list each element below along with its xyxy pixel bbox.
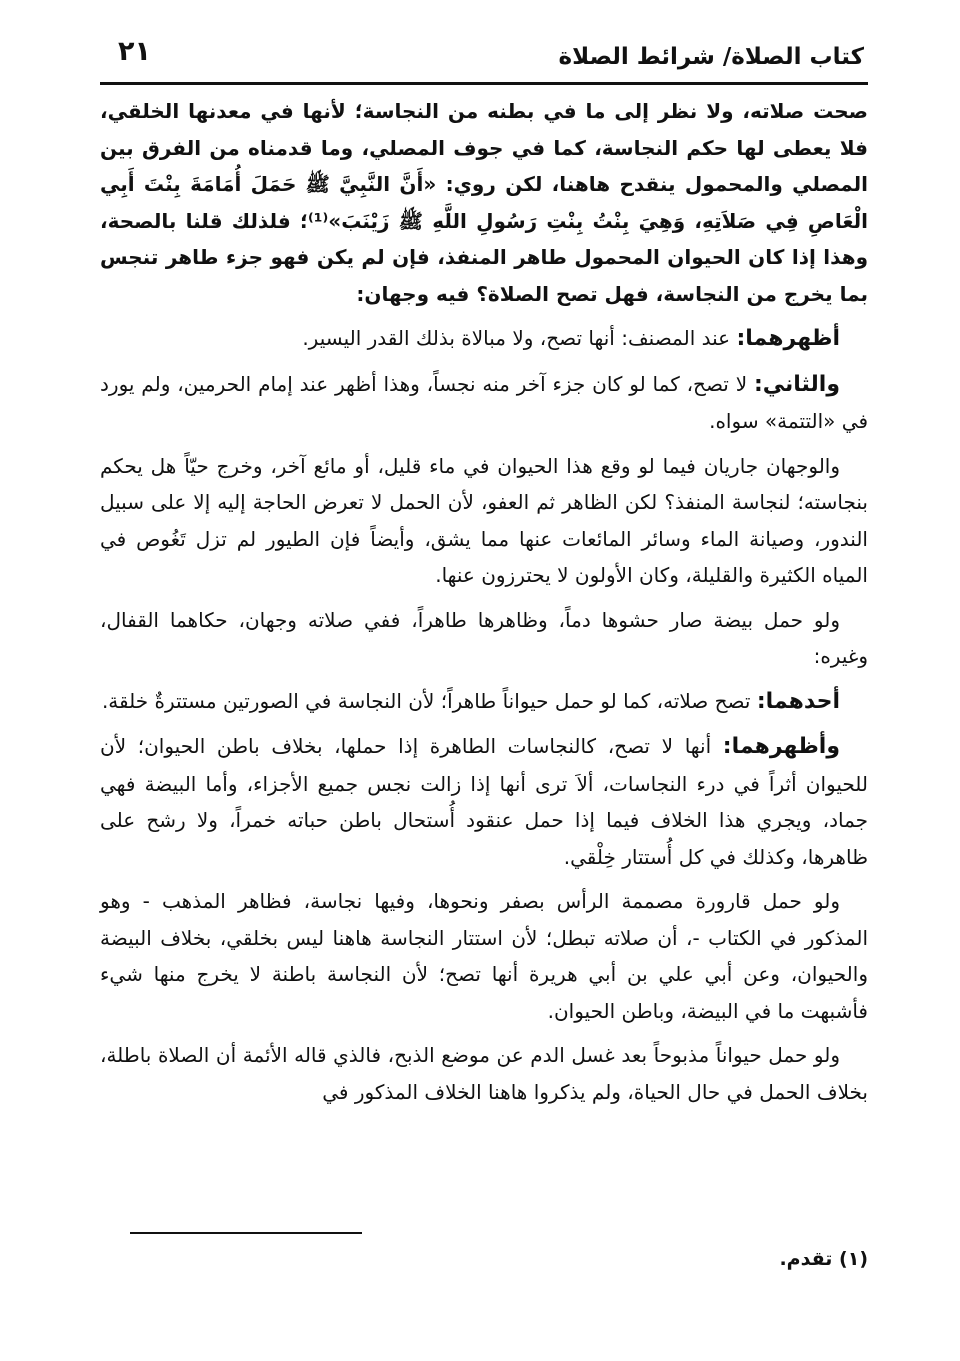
book-page (100, 30, 868, 1118)
paragraph-1 (100, 93, 868, 312)
running-title: كتاب الصلاة/ شرائط الصلاة (558, 44, 864, 70)
page-header (100, 30, 868, 85)
paragraph-6-text: تصح صلاته، كما لو حمل حيواناً طاهراً؛ لأن النجاسة في الصورتين مستترةٌ خلقة. (101, 688, 751, 713)
paragraph-5-text: ولو حمل بيضة صار حشوها دماً، وظاهرها طاهراً، ففي صلاته وجهان، حكاهما القفال، وغيره: (100, 607, 868, 668)
footnote-1: (١) تقدم. (779, 1248, 868, 1270)
paragraph-2-lead: أظهرهما: (736, 326, 840, 351)
paragraph-3-text: لا تصح، كما لو كان جزء آخر منه نجساً، وهذا أظهر عند إمام الحرمين، ولم يورد في «التتمة» سواه. (100, 371, 868, 433)
paragraph-8-text: ولو حمل قارورة مصممة الرأس بصفر ونحوها، وفيها نجاسة، فظاهر المذهب - وهو المذكور في الكتاب -، أن صلاته تبطل؛ لأن استتار النجاسة هاهنا ليس بخلقي، بخلاف البيضة والحيوان، وعن أبي علي بن أبي هريرة أنها تصح؛ لأن النجاسة باطنة لا يخرج منها شيء فأشبهت ما في البيضة، وباطن الحيوان. (100, 889, 868, 1023)
paragraph-6-lead: أحدهما: (756, 688, 840, 714)
main-text (100, 93, 868, 1110)
footnote-separator (130, 1232, 362, 1234)
paragraph-7-text: أنها لا تصح، كالنجاسات الطاهرة إذا حملها، بخلاف باطن الحيوان؛ لأن للحيوان أثراً في درء النجاسات، ألاَ ترى أنها إذا زالت نجس جميع الأجزاء، وأما البيضة فهي جماد، ويجري هذا الخلاف فيما إذا حمل عنقود أُستحال باطن حباته خمراً، ولا رشح على ظاهرها، وكذلك في كل أُستتار خِلْقي. (100, 734, 868, 869)
paragraph-2 (100, 320, 868, 358)
paragraph-1-text: صحت صلاته، ولا نظر إلى ما في بطنه من النجاسة؛ لأنها في معدنها الخلقي، فلا يعطى لها حكم النجاسة، كما في جوف المصلي، وما قدمناه من الفرق بين المصلي والمحمول ينقدح هاهنا، لكن روي: «أَنَّ النَّبِيَّ ﷺ حَمَلَ أُمَامَةَ بِنْتَ أَبِي الْعَاصِ فِي صَلاَتِهِ، وَهِيَ بِنْتُ بِنْتِ رَسُولِ اللَّهِ ﷺ زَيْنَبَ»⁽¹⁾؛ فلذلك قلنا بالصحة، وهذا إذا كان الحيوان المحمول طاهر المنفذ، فإن لم يكن فهو جزء طاهر تنجس بما يخرج من النجاسة، فهل تصح الصلاة؟ فيه وجهان: (100, 99, 868, 306)
paragraph-9 (100, 1037, 868, 1110)
paragraph-3-lead: والثاني: (753, 371, 841, 397)
page-number: ٢١ (118, 36, 151, 67)
paragraph-8 (100, 883, 868, 1029)
paragraph-7 (100, 728, 868, 875)
paragraph-3 (100, 366, 868, 440)
paragraph-5 (100, 602, 868, 675)
paragraph-4 (100, 448, 868, 594)
paragraph-2-text: عند المصنف: أنها تصح، ولا مبالاة بذلك القدر اليسير. (302, 326, 731, 350)
paragraph-9-text: ولو حمل حيواناً مذبوحاً بعد غسل الدم عن موضع الذبح، فالذي قاله الأئمة أن الصلاة باطلة، بخلاف الحمل في حال الحياة، ولم يذكروا هاهنا الخلاف المذكور في (100, 1043, 868, 1104)
paragraph-7-lead: وأظهرهما: (722, 734, 841, 759)
paragraph-4-text: والوجهان جاريان فيما لو وقع هذا الحيوان في ماء قليل، أو مائع آخر، وخرج حيّاً هل يحكم بنجاسته؛ لنجاسة المنفذ؟ لكن الظاهر ثم العفو، لأن الحمل لا تعرض الحاجة إليه إلا على سبيل الندور، وصيانة الماء وسائر المائعات عنها مما يشق، وأيضاً فإن الطيور لم تزل تَغُوص في المياه الكثيرة والقليلة، وكان الأولون لا يحترزون عنها. (100, 453, 868, 587)
paragraph-6 (100, 683, 868, 721)
